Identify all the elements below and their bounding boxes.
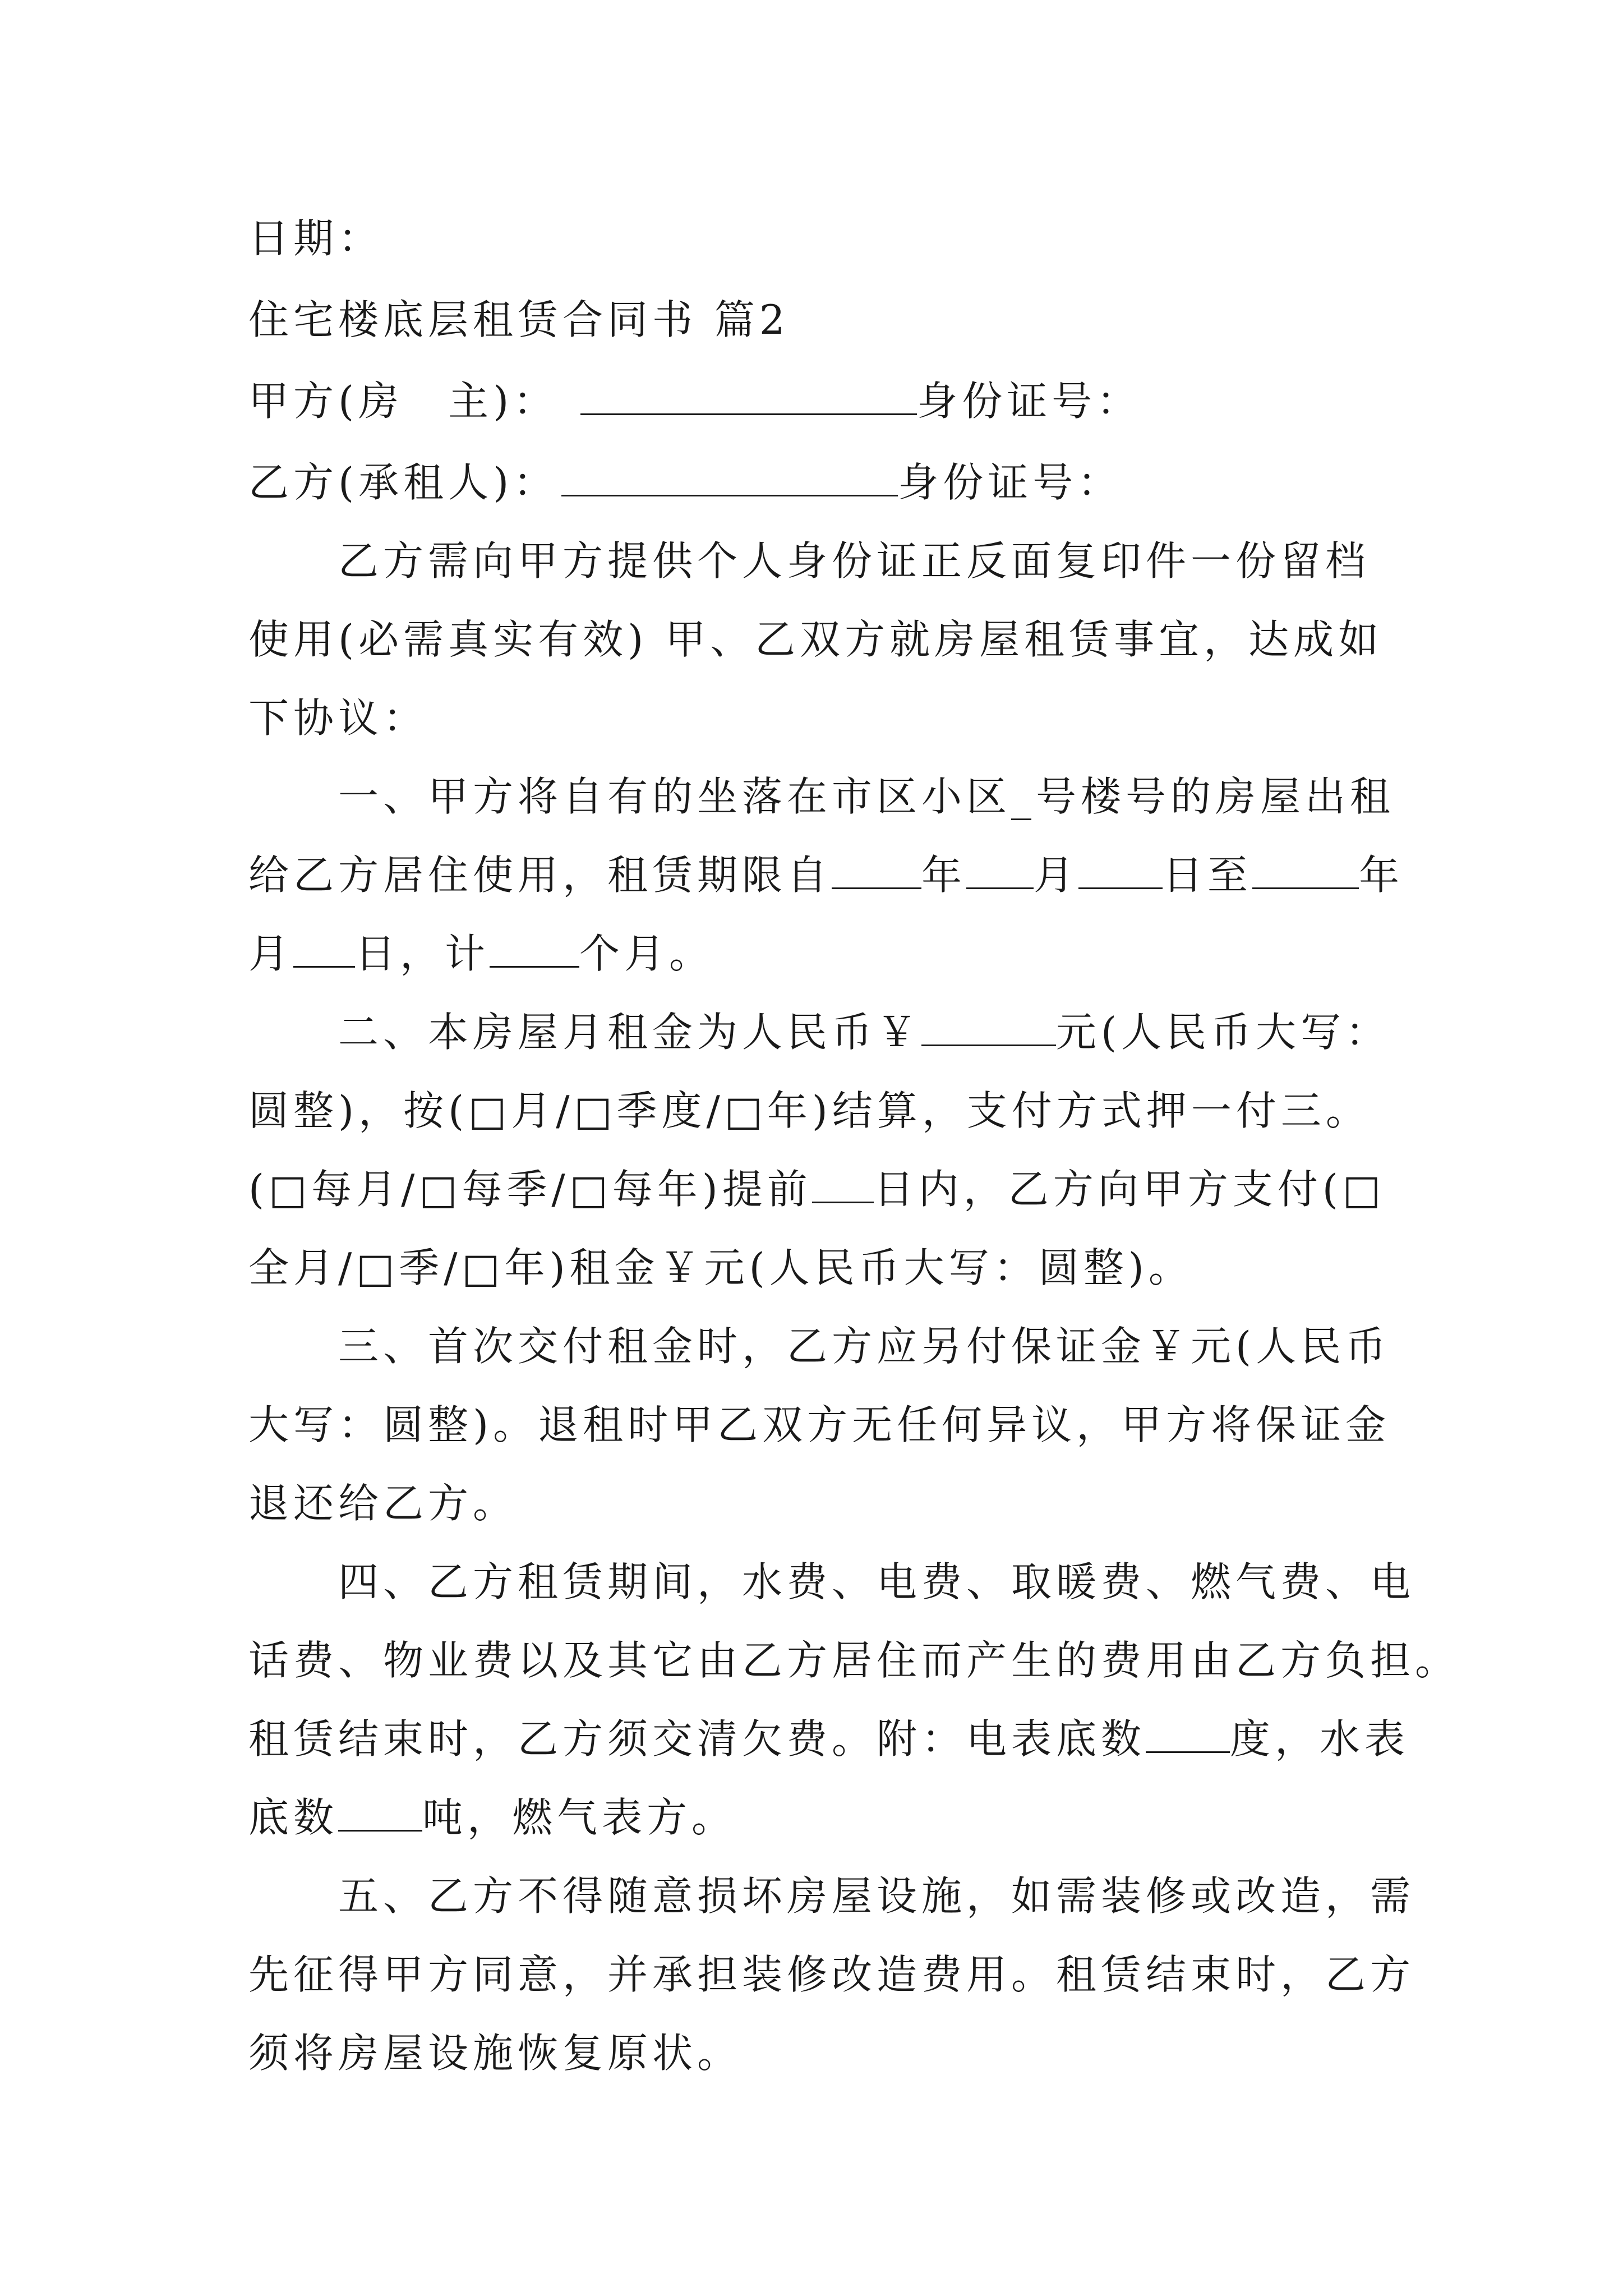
intro-line: 使用(必需真实有效) 甲、乙双方就房屋租赁事宜，达成如 bbox=[248, 616, 1384, 663]
text-segment: 度，水表 bbox=[1230, 1715, 1410, 1763]
text-segment: 年 bbox=[1359, 852, 1404, 899]
text-segment: 日，计 bbox=[355, 930, 490, 977]
text-segment: (□每月/□每季/□每年)提前 bbox=[248, 1166, 812, 1213]
text-segment: 日至 bbox=[1163, 852, 1253, 899]
party-a-line bbox=[248, 373, 1141, 429]
text-segment: 租赁结束时，乙方须交清欠费。附：电表底数 bbox=[248, 1715, 1146, 1763]
clause-2-line bbox=[248, 1161, 1385, 1217]
text-segment: 个月。 bbox=[579, 930, 714, 977]
year-blank bbox=[832, 853, 921, 889]
text-segment: 二、本房屋月租金为人民币￥ bbox=[338, 1009, 922, 1056]
clause-2-line bbox=[338, 1004, 1390, 1060]
day-blank bbox=[293, 931, 355, 968]
clause-5-line: 须将房屋设施恢复原状。 bbox=[248, 2030, 743, 2077]
day-blank bbox=[1078, 853, 1163, 889]
clause-3-line: 大写：圆整)。退租时甲乙双方无任何异议，甲方将保证金 bbox=[248, 1401, 1391, 1448]
text-segment: 给乙方居住使用，租赁期限自 bbox=[248, 852, 832, 899]
month-blank bbox=[966, 853, 1034, 889]
clause-1-line bbox=[248, 926, 714, 982]
text-segment: 元(人民币大写： bbox=[1056, 1009, 1391, 1056]
party-b-line bbox=[248, 454, 1122, 510]
clause-4-line bbox=[248, 1711, 1409, 1767]
text-segment: 底数 bbox=[248, 1794, 339, 1841]
party-b-name-blank bbox=[561, 460, 898, 496]
clause-3-line: 退还给乙方。 bbox=[248, 1480, 518, 1527]
clause-5-line: 先征得甲方同意，并承担装修改造费用。租赁结束时，乙方 bbox=[248, 1951, 1415, 1998]
text-segment: 年 bbox=[921, 852, 967, 899]
document-heading: 住宅楼底层租赁合同书 篇2 bbox=[248, 296, 790, 343]
clause-4-line: 四、乙方租赁期间，水费、电费、取暖费、燃气费、电 bbox=[338, 1558, 1415, 1605]
clause-2-line: 全月/□季/□年)租金￥元(人民币大写：圆整)。 bbox=[248, 1244, 1193, 1291]
water-meter-blank bbox=[338, 1795, 422, 1832]
clause-4-line bbox=[248, 1789, 736, 1846]
party-a-id-label: 身份证号： bbox=[917, 378, 1142, 425]
rent-amount-blank bbox=[921, 1010, 1056, 1046]
clause-2-line: 圆整)，按(□月/□季度/□年)结算，支付方式押一付三。 bbox=[248, 1087, 1371, 1134]
clause-4-line: 话费、物业费以及其它由乙方居住而产生的费用由乙方负担。 bbox=[248, 1637, 1460, 1684]
days-blank bbox=[812, 1167, 874, 1203]
text-segment: 吨，燃气表方。 bbox=[422, 1794, 737, 1841]
clause-1-line: 一、甲方将自有的坐落在市区小区_号楼号的房屋出租 bbox=[338, 773, 1395, 820]
party-b-label: 乙方(承租人)： bbox=[248, 459, 559, 506]
text-segment: 月 bbox=[1034, 852, 1079, 899]
clause-3-line: 三、首次交付租金时，乙方应另付保证金￥元(人民币 bbox=[338, 1323, 1391, 1370]
months-count-blank bbox=[490, 931, 579, 968]
intro-line: 下协议： bbox=[248, 694, 428, 742]
intro-line: 乙方需向甲方提供个人身份证正反面复印件一份留档 bbox=[338, 537, 1371, 585]
clause-5-line: 五、乙方不得随意损坏房屋设施，如需装修或改造，需 bbox=[338, 1872, 1415, 1920]
date-label: 日期： bbox=[248, 215, 384, 262]
party-b-id-label: 身份证号： bbox=[898, 459, 1123, 506]
year-blank bbox=[1252, 853, 1359, 889]
party-a-label: 甲方(房 主)： bbox=[248, 378, 559, 425]
electric-meter-blank bbox=[1146, 1717, 1230, 1753]
text-segment: 月 bbox=[248, 930, 294, 977]
party-a-name-blank bbox=[580, 379, 917, 415]
clause-1-line bbox=[248, 847, 1404, 903]
text-segment: 日内，乙方向甲方支付(□ bbox=[873, 1166, 1385, 1213]
